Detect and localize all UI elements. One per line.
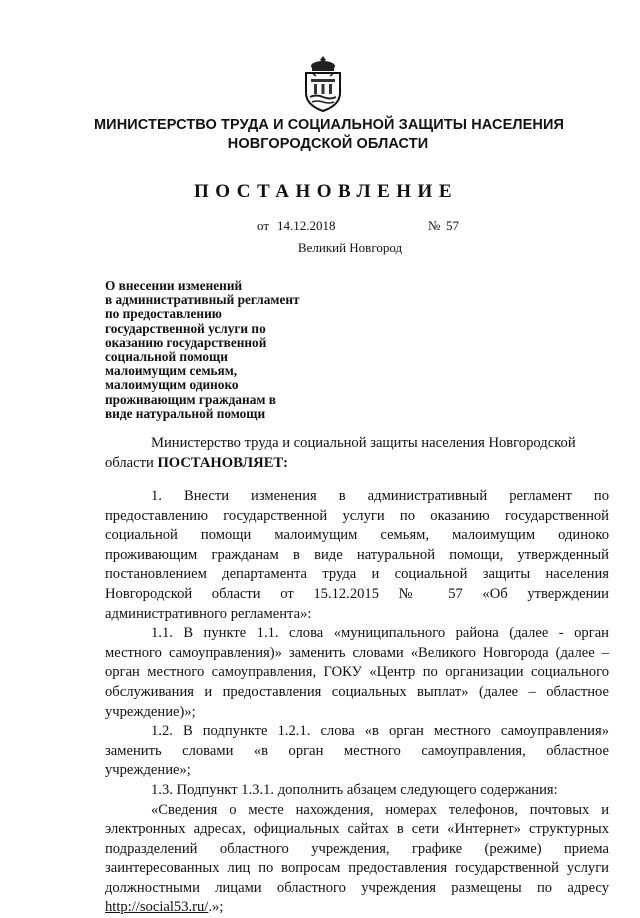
item1-1-line: учреждение)»; <box>105 703 196 720</box>
document-number: 57 <box>446 218 459 233</box>
website-link[interactable]: http://social53.ru/ <box>105 899 209 916</box>
date-prefix: от <box>257 218 270 233</box>
document-date: 14.12.2018 <box>277 218 336 233</box>
item1-line: административного регламента»: <box>105 605 312 622</box>
subject-line: проживающим гражданам в <box>105 391 276 407</box>
subject-line: малоимущим семьям, <box>105 363 238 379</box>
intro-text: области <box>105 454 158 471</box>
item1-2-line: 1.2. В подпункте 1.2.1. слова «в орган местного самоуправления» <box>151 723 609 740</box>
coat-of-arms-icon <box>300 55 346 113</box>
subject-line: социальной помощи <box>105 349 228 365</box>
number-prefix: № <box>428 218 441 233</box>
item1-1-line: обслуживания и предоставления социальных выплат» (далее – областное <box>105 683 609 700</box>
subject-line: виде натуральной помощи <box>105 405 266 421</box>
item1-line: предоставлению государственной услуги по оказанию государственной <box>105 507 609 524</box>
subject-line: государственной услуги по <box>105 320 266 336</box>
quote-line: подразделений областного учреждения, графике (режиме) приема <box>105 840 609 857</box>
resolution-items <box>105 487 609 918</box>
document-subject <box>105 279 345 421</box>
quote-line: электронных адресах, официальных сайтах в сети «Интернет» структурных <box>105 821 609 838</box>
quote-line <box>105 898 609 918</box>
item1-line: 1. Внести изменения в административный регламент по <box>151 488 609 504</box>
quote-line: должностными лицами областного учреждения размещены по адресу <box>105 879 609 896</box>
item1-1-line: местного самоуправления)» заменить словами «Великого Новгорода (далее – <box>105 644 609 661</box>
ministry-name-line1: МИНИСТЕРСТВО ТРУДА И СОЦИАЛЬНОЙ ЗАЩИТЫ НАСЕЛЕНИЯ <box>94 117 564 133</box>
item1-2-line: заменить словами «в орган местного самоуправления, областное <box>105 742 609 759</box>
item1-line: социальной помощи малоимущим семьям, малоимущим одиноко <box>105 527 609 544</box>
ministry-name-line2: НОВГОРОДСКОЙ ОБЛАСТИ <box>227 136 429 152</box>
item1-line: проживающим гражданам в виде натуральной помощи, утвержденный <box>105 546 609 563</box>
intro-line: Министерство труда и социальной защиты населения Новгородской <box>151 435 576 451</box>
item1-line: Новгородской области от 15.12.2015 № 57 «Об утверждении <box>105 585 609 602</box>
subject-line: в административный регламент <box>105 292 300 308</box>
resolves-keyword: ПОСТАНОВЛЯЕТ: <box>157 454 289 471</box>
subject-line: О внесении изменений <box>105 278 243 293</box>
document-type-title: ПОСТАНОВЛЕНИЕ <box>193 181 459 202</box>
subject-line: оказанию государственной <box>105 334 267 350</box>
item1-1-line: 1.1. В пункте 1.1. слова «муниципального района (далее - орган <box>151 625 609 642</box>
item1-2-line: учреждение»; <box>105 762 191 779</box>
quote-end: .»; <box>208 899 224 916</box>
quote-line: заинтересованных лиц по вопросам предоставления государственной услуги <box>105 860 609 877</box>
intro-paragraph <box>105 434 609 473</box>
city-name: Великий Новгород <box>297 240 403 255</box>
subject-line: малоимущим одиноко <box>105 377 239 393</box>
item1-1-line: орган местного самоуправления, ГОКУ «Центр по организации социального <box>105 664 609 681</box>
intro-line <box>105 454 609 474</box>
item1-3-line: 1.3. Подпункт 1.3.1. дополнить абзацем следующего содержания: <box>151 781 558 798</box>
subject-line: по предоставлению <box>105 306 222 322</box>
quote-line: «Сведения о месте нахождения, номерах телефонов, почтовых и <box>151 801 609 818</box>
item1-line: постановлением департамента труда и социальной защиты населения <box>105 566 609 583</box>
